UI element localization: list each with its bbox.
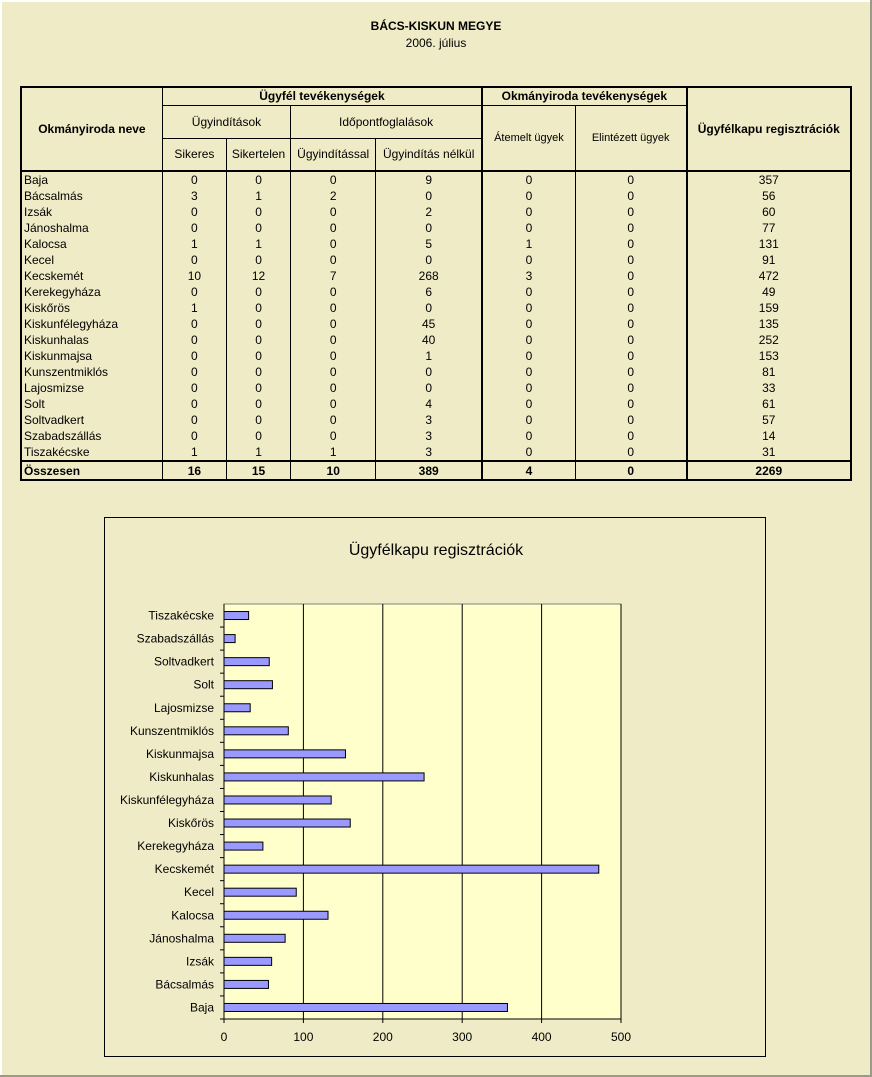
without-initiation-cell: 0: [376, 300, 482, 316]
completed-cell: 0: [575, 412, 686, 428]
unsuccessful-cell: 12: [226, 268, 290, 284]
with-initiation-cell: 0: [291, 412, 376, 428]
office-name-cell: Izsák: [24, 205, 53, 219]
transferred-cell: 0: [482, 332, 575, 348]
transferred-cell: 1: [482, 236, 575, 252]
header-unsuccessful: Sikertelen: [226, 138, 290, 171]
without-initiation-cell: 4: [376, 396, 482, 412]
with-initiation-cell: 0: [291, 252, 376, 268]
transferred-cell: 0: [482, 171, 575, 188]
bar: [224, 635, 235, 643]
completed-cell: 0: [575, 252, 686, 268]
without-initiation-cell: 3: [376, 444, 482, 461]
bar: [224, 658, 269, 666]
with-initiation-cell: 0: [291, 300, 376, 316]
unsuccessful-cell: 0: [226, 316, 290, 332]
with-initiation-cell: 0: [291, 348, 376, 364]
completed-cell: 0: [575, 444, 686, 461]
completed-cell: 0: [575, 220, 686, 236]
unsuccessful-cell: 0: [226, 364, 290, 380]
completed-cell: 0: [575, 332, 686, 348]
office-name-cell: Kalocsa: [24, 237, 67, 251]
unsuccessful-cell: 0: [226, 284, 290, 300]
transferred-cell: 0: [482, 364, 575, 380]
successful-cell: 0: [162, 284, 226, 300]
with-initiation-cell: 0: [291, 204, 376, 220]
bar: [224, 865, 599, 873]
completed-cell: 0: [575, 300, 686, 316]
with-initiation-cell: 2: [291, 188, 376, 204]
successful-cell: 0: [162, 332, 226, 348]
with-initiation-cell: 1: [291, 444, 376, 461]
successful-cell: 0: [162, 364, 226, 380]
unsuccessful-cell: 1: [226, 236, 290, 252]
without-initiation-cell: 0: [376, 252, 482, 268]
header-completed: Elintézett ügyek: [575, 105, 686, 171]
transferred-cell: 3: [482, 268, 575, 284]
with-initiation-cell: 0: [291, 171, 376, 188]
registrations-cell: 77: [687, 220, 851, 236]
y-tick-label: Kecel: [183, 885, 214, 900]
without-initiation-cell: 0: [376, 220, 482, 236]
table-row: [21, 284, 851, 300]
office-name-cell: Tiszakécske: [24, 445, 90, 459]
office-name-cell: Kiskunfélegyháza: [24, 317, 119, 331]
transferred-cell: 0: [482, 412, 575, 428]
y-tick-label: Szabadszállás: [136, 631, 214, 646]
with-initiation-cell: 0: [291, 332, 376, 348]
without-initiation-cell: 40: [376, 332, 482, 348]
x-tick-label: 500: [610, 1030, 632, 1044]
successful-cell: 0: [162, 171, 226, 188]
y-tick-label: Solt: [193, 677, 214, 692]
with-initiation-cell: 0: [291, 428, 376, 444]
table-row: [21, 188, 851, 204]
completed-cell: 0: [575, 396, 686, 412]
bar: [224, 888, 296, 896]
without-initiation-cell: 9: [376, 171, 482, 188]
successful-cell: 0: [162, 348, 226, 364]
office-name-cell: Kecel: [24, 253, 55, 267]
y-tick-label: Bácsalmás: [155, 977, 214, 992]
chart-title: Ügyfélkapu regisztrációk: [348, 542, 524, 559]
registrations-cell: 60: [687, 204, 851, 220]
unsuccessful-cell: 0: [226, 428, 290, 444]
transferred-cell: 0: [482, 188, 575, 204]
plot-area: [224, 604, 621, 1019]
bar: [224, 796, 331, 804]
successful-cell: 3: [162, 188, 226, 204]
report-subtitle: 2006. július: [405, 36, 467, 50]
registrations-cell: 135: [687, 316, 851, 332]
registrations-cell: 153: [687, 348, 851, 364]
chart-canvas: [105, 518, 767, 1058]
table-row: [21, 268, 851, 284]
successful-cell: 1: [162, 444, 226, 461]
without-initiation-cell: 1: [376, 348, 482, 364]
transferred-cell: 0: [482, 284, 575, 300]
bar: [224, 612, 249, 620]
office-name-cell: Szabadszállás: [24, 429, 102, 443]
transferred-cell: 0: [482, 396, 575, 412]
y-tick-label: Kunszentmiklós: [129, 723, 214, 738]
with-initiation-cell: 0: [291, 236, 376, 252]
table-row: [21, 364, 851, 380]
successful-cell: 1: [162, 300, 226, 316]
unsuccessful-cell: 0: [226, 300, 290, 316]
x-tick-label: 200: [372, 1030, 393, 1044]
registrations-chart: [104, 517, 766, 1057]
without-initiation-cell: 0: [376, 380, 482, 396]
bar: [224, 934, 285, 942]
registrations-cell: 472: [687, 268, 851, 284]
successful-cell: 0: [162, 428, 226, 444]
table-row: [21, 428, 851, 444]
table-row: [21, 380, 851, 396]
header-office-name: Okmányiroda neve: [21, 87, 162, 171]
unsuccessful-cell: 0: [226, 171, 290, 188]
transferred-cell: 0: [482, 316, 575, 332]
without-initiation-cell: 5: [376, 236, 482, 252]
bar: [224, 819, 350, 827]
registrations-cell: 2269: [687, 461, 851, 480]
unsuccessful-cell: 0: [226, 380, 290, 396]
transferred-cell: 0: [482, 380, 575, 396]
y-tick-label: Jánoshalma: [149, 931, 214, 946]
completed-cell: 0: [575, 316, 686, 332]
unsuccessful-cell: 1: [226, 188, 290, 204]
successful-cell: 0: [162, 220, 226, 236]
with-initiation-cell: 0: [291, 284, 376, 300]
registrations-cell: 14: [687, 428, 851, 444]
completed-cell: 0: [575, 188, 686, 204]
y-tick-label: Tiszakécske: [148, 608, 214, 623]
y-tick-label: Kiskunmajsa: [145, 746, 214, 761]
office-name-cell: Kunszentmiklós: [24, 365, 109, 379]
completed-cell: 0: [575, 236, 686, 252]
registrations-cell: 49: [687, 284, 851, 300]
completed-cell: 0: [575, 428, 686, 444]
bar: [224, 704, 250, 712]
y-tick-label: Kiskőrös: [167, 816, 214, 831]
unsuccessful-cell: 0: [226, 396, 290, 412]
unsuccessful-cell: 15: [226, 461, 290, 480]
table-row: [21, 316, 851, 332]
office-name-cell: Kerekegyháza: [24, 285, 101, 299]
header-case-initiations: Ügyindítások: [162, 105, 290, 138]
y-tick-label: Lajosmizse: [153, 700, 214, 715]
office-name-cell: Baja: [24, 173, 49, 187]
with-initiation-cell: 0: [291, 364, 376, 380]
registrations-cell: 252: [687, 332, 851, 348]
table-row: [21, 332, 851, 348]
registrations-cell: 159: [687, 300, 851, 316]
with-initiation-cell: 7: [291, 268, 376, 284]
total-row: [21, 461, 851, 480]
without-initiation-cell: 45: [376, 316, 482, 332]
with-initiation-cell: 0: [291, 396, 376, 412]
y-tick-label: Soltvadkert: [153, 654, 214, 669]
without-initiation-cell: 0: [376, 364, 482, 380]
successful-cell: 10: [162, 268, 226, 284]
registrations-cell: 61: [687, 396, 851, 412]
unsuccessful-cell: 0: [226, 332, 290, 348]
bar: [224, 750, 345, 758]
unsuccessful-cell: 0: [226, 348, 290, 364]
completed-cell: 0: [575, 268, 686, 284]
unsuccessful-cell: 0: [226, 204, 290, 220]
successful-cell: 16: [162, 461, 226, 480]
statistics-table: [20, 86, 852, 481]
completed-cell: 0: [575, 364, 686, 380]
completed-cell: 0: [575, 348, 686, 364]
with-initiation-cell: 10: [291, 461, 376, 480]
transferred-cell: 4: [482, 461, 575, 480]
y-tick-label: Baja: [189, 1000, 214, 1015]
without-initiation-cell: 268: [376, 268, 482, 284]
office-name-cell: Kiskunhalas: [24, 333, 89, 347]
registrations-cell: 357: [687, 171, 851, 188]
successful-cell: 0: [162, 396, 226, 412]
completed-cell: 0: [575, 204, 686, 220]
table-row: [21, 412, 851, 428]
unsuccessful-cell: 0: [226, 220, 290, 236]
x-tick-label: 0: [220, 1030, 228, 1044]
office-name-cell: Jánoshalma: [24, 221, 89, 235]
header-client-activities: Ügyfél tevékenységek: [162, 87, 482, 105]
bar: [224, 957, 272, 965]
x-tick-label: 400: [531, 1030, 552, 1044]
office-name-cell: Kiskunmajsa: [24, 349, 93, 363]
x-tick-label: 100: [293, 1030, 314, 1044]
without-initiation-cell: 0: [376, 188, 482, 204]
unsuccessful-cell: 1: [226, 444, 290, 461]
registrations-cell: 81: [687, 364, 851, 380]
successful-cell: 0: [162, 412, 226, 428]
transferred-cell: 0: [482, 220, 575, 236]
table-row: [21, 220, 851, 236]
completed-cell: 0: [575, 284, 686, 300]
office-name-cell: Összesen: [21, 461, 162, 480]
without-initiation-cell: 6: [376, 284, 482, 300]
office-name-cell: Bácsalmás: [24, 189, 83, 203]
with-initiation-cell: 0: [291, 316, 376, 332]
successful-cell: 1: [162, 236, 226, 252]
transferred-cell: 0: [482, 444, 575, 461]
y-tick-label: Kiskunfélegyháza: [119, 792, 214, 807]
registrations-cell: 57: [687, 412, 851, 428]
header-transferred: Átemelt ügyek: [482, 105, 575, 171]
transferred-cell: 0: [482, 204, 575, 220]
office-name-cell: Lajosmizse: [24, 381, 85, 395]
completed-cell: 0: [575, 461, 686, 480]
registrations-cell: 131: [687, 236, 851, 252]
header-with-initiation: Ügyindítással: [291, 138, 376, 171]
successful-cell: 0: [162, 380, 226, 396]
completed-cell: 0: [575, 171, 686, 188]
bar: [224, 842, 263, 850]
y-tick-label: Kiskunhalas: [149, 769, 214, 784]
table-row: [21, 300, 851, 316]
registrations-cell: 56: [687, 188, 851, 204]
bar: [224, 681, 272, 689]
office-name-cell: Kiskőrös: [24, 301, 71, 315]
successful-cell: 0: [162, 252, 226, 268]
header-registrations: Ügyfélkapu regisztrációk: [697, 122, 840, 136]
header-office-activities: Okmányiroda tevékenységek: [482, 87, 686, 105]
bar: [224, 980, 268, 988]
successful-cell: 0: [162, 204, 226, 220]
header-successful: Sikeres: [162, 138, 226, 171]
office-name-cell: Soltvadkert: [24, 413, 85, 427]
y-tick-label: Kalocsa: [171, 908, 214, 923]
bar: [224, 773, 424, 781]
without-initiation-cell: 2: [376, 204, 482, 220]
successful-cell: 0: [162, 316, 226, 332]
table-row: [21, 204, 851, 220]
without-initiation-cell: 3: [376, 412, 482, 428]
with-initiation-cell: 0: [291, 380, 376, 396]
without-initiation-cell: 3: [376, 428, 482, 444]
header-without-initiation: Ügyindítás nélkül: [376, 138, 482, 171]
transferred-cell: 0: [482, 252, 575, 268]
table-row: [21, 171, 851, 188]
bar: [224, 1003, 507, 1011]
with-initiation-cell: 0: [291, 220, 376, 236]
transferred-cell: 0: [482, 300, 575, 316]
unsuccessful-cell: 0: [226, 412, 290, 428]
without-initiation-cell: 389: [376, 461, 482, 480]
y-tick-label: Kecskemét: [154, 862, 214, 877]
table-row: [21, 396, 851, 412]
office-name-cell: Solt: [24, 397, 45, 411]
y-tick-label: Izsák: [185, 954, 214, 969]
registrations-cell: 91: [687, 252, 851, 268]
table-row: [21, 348, 851, 364]
completed-cell: 0: [575, 380, 686, 396]
transferred-cell: 0: [482, 428, 575, 444]
y-tick-label: Kerekegyháza: [137, 839, 214, 854]
unsuccessful-cell: 0: [226, 252, 290, 268]
registrations-cell: 33: [687, 380, 851, 396]
transferred-cell: 0: [482, 348, 575, 364]
x-tick-label: 300: [452, 1030, 473, 1044]
bar: [224, 911, 328, 919]
bar: [224, 727, 288, 735]
report-title: BÁCS-KISKUN MEGYE: [370, 19, 502, 33]
table-row: [21, 252, 851, 268]
table-row: [21, 444, 851, 461]
table-row: [21, 236, 851, 252]
registrations-cell: 31: [687, 444, 851, 461]
header-appointments: Időpontfoglalások: [291, 105, 482, 138]
office-name-cell: Kecskemét: [24, 269, 84, 283]
